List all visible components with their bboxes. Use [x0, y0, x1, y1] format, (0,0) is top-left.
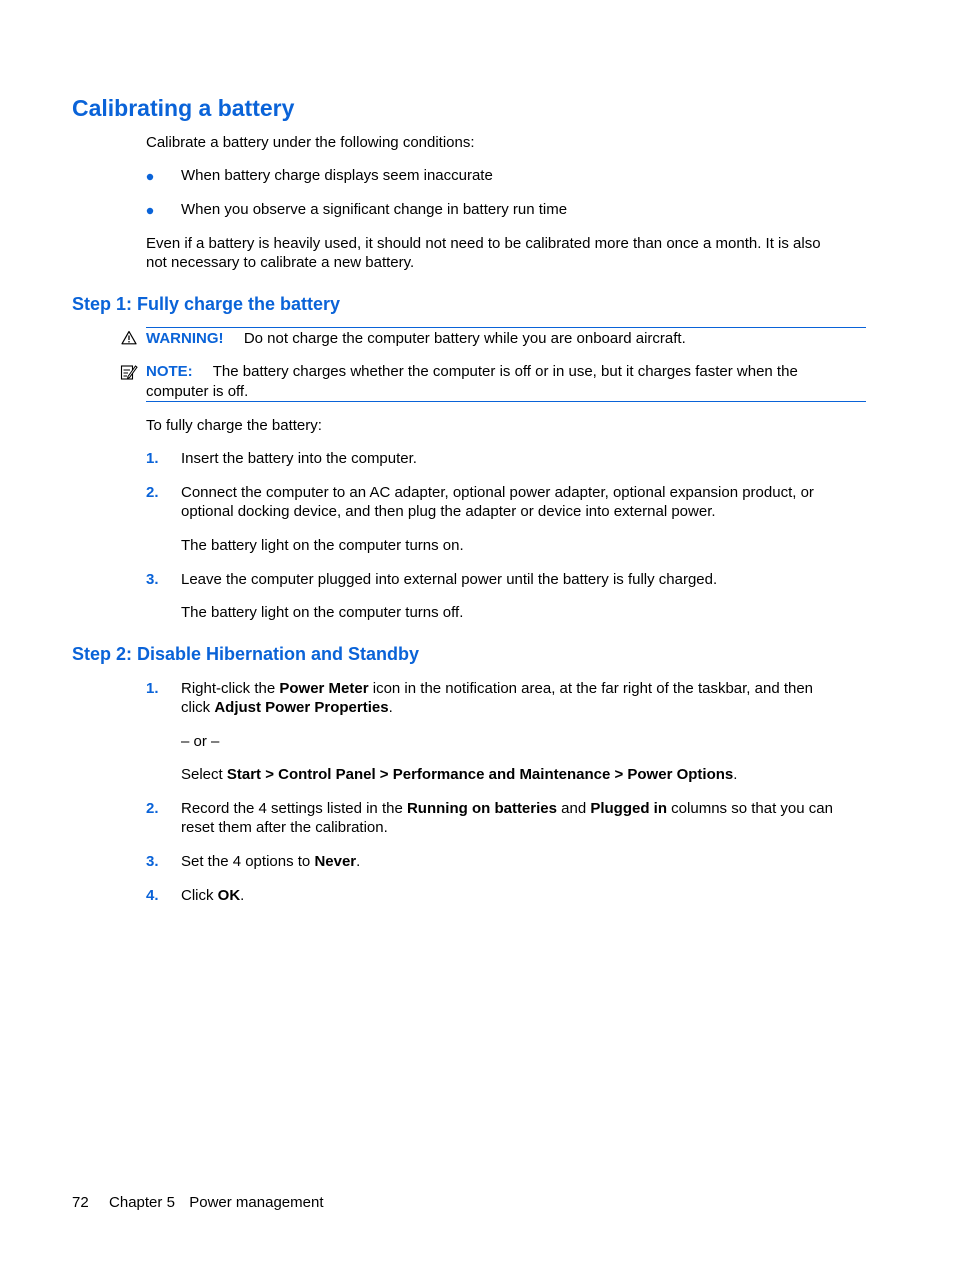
- chapter-label: Chapter 5: [109, 1194, 175, 1211]
- list-number: 3.: [146, 571, 159, 588]
- text-run: .: [388, 699, 393, 716]
- list-item: Insert the battery into the computer.: [181, 450, 417, 467]
- list-item: When battery charge displays seem inaccurate: [181, 167, 493, 184]
- ui-term: Running on batteries: [406, 800, 557, 817]
- list-item-sub: The battery light on the computer turns on.: [181, 537, 464, 554]
- note-text-cont: computer is off.: [146, 383, 249, 400]
- list-item-sub: The battery light on the computer turns off.: [181, 604, 464, 621]
- text-run: Record the 4 settings listed in the: [181, 800, 407, 817]
- section-label: Power management: [189, 1194, 324, 1211]
- ui-term: Plugged in: [590, 800, 668, 817]
- warning-icon: [121, 330, 137, 345]
- text-run: .: [733, 766, 738, 783]
- paragraph-line: Even if a battery is heavily used, it should not need to be calibrated more than once a month. It is also: [146, 235, 821, 252]
- text-run: icon in the notification area, at the far right of the taskbar, and then: [368, 680, 814, 697]
- ui-term: Never: [314, 853, 357, 870]
- step1-heading: Step 1: Fully charge the battery: [72, 294, 341, 314]
- intro-text: Calibrate a battery under the following conditions:: [146, 134, 475, 151]
- warning-text: Do not charge the computer battery while you are onboard aircraft.: [243, 330, 686, 347]
- text-run: click: [181, 699, 215, 716]
- list-number: 1.: [146, 450, 159, 467]
- list-item-sub: [181, 765, 737, 784]
- list-number: 2.: [146, 800, 159, 817]
- list-item-cont: reset them after the calibration.: [181, 819, 388, 836]
- ui-term: Power Meter: [279, 680, 369, 697]
- or-separator: – or –: [181, 733, 220, 750]
- ui-path: Start > Control Panel > Performance and Maintenance > Power Options: [226, 766, 734, 783]
- page-footer: [72, 1193, 324, 1212]
- list-number: 3.: [146, 853, 159, 870]
- text-run: Set the 4 options to: [181, 853, 315, 870]
- note-callout: [146, 362, 798, 381]
- page-number: 72: [72, 1194, 89, 1211]
- text-run: .: [356, 853, 361, 870]
- divider: [146, 327, 866, 328]
- bullet-icon: [146, 166, 154, 190]
- list-item: [181, 852, 360, 871]
- list-item: [181, 799, 833, 818]
- list-item: When you observe a significant change in battery run time: [181, 201, 568, 218]
- page-title: Calibrating a battery: [72, 95, 295, 121]
- step1-lead: To fully charge the battery:: [146, 417, 322, 434]
- text-run: Select: [181, 766, 227, 783]
- list-item: [181, 886, 244, 905]
- note-label: NOTE:: [146, 363, 193, 380]
- ui-term: Adjust Power Properties: [214, 699, 389, 716]
- text-run: Right-click the: [181, 680, 280, 697]
- list-item: Leave the computer plugged into external power until the battery is fully charged.: [181, 571, 718, 588]
- warning-callout: [146, 329, 686, 348]
- divider: [146, 401, 866, 402]
- step2-heading: Step 2: Disable Hibernation and Standby: [72, 644, 420, 664]
- list-item: Connect the computer to an AC adapter, optional power adapter, optional expansion product, or: [181, 484, 814, 501]
- paragraph-line: not necessary to calibrate a new battery.: [146, 254, 415, 271]
- note-text: The battery charges whether the computer is off or in use, but it charges faster when the: [212, 363, 798, 380]
- list-number: 4.: [146, 887, 159, 904]
- text-run: Click: [181, 887, 218, 904]
- list-item-cont: optional docking device, and then plug the adapter or device into external power.: [181, 503, 716, 520]
- list-number: 1.: [146, 680, 159, 697]
- text-run: .: [240, 887, 245, 904]
- text-run: and: [556, 800, 591, 817]
- note-icon: [120, 363, 138, 381]
- bullet-icon: [146, 200, 154, 224]
- list-number: 2.: [146, 484, 159, 501]
- text-run: columns so that you can: [667, 800, 833, 817]
- warning-label: WARNING!: [146, 330, 224, 347]
- ui-term: OK: [217, 887, 241, 904]
- list-item-cont: [181, 698, 393, 717]
- list-item: [181, 679, 813, 698]
